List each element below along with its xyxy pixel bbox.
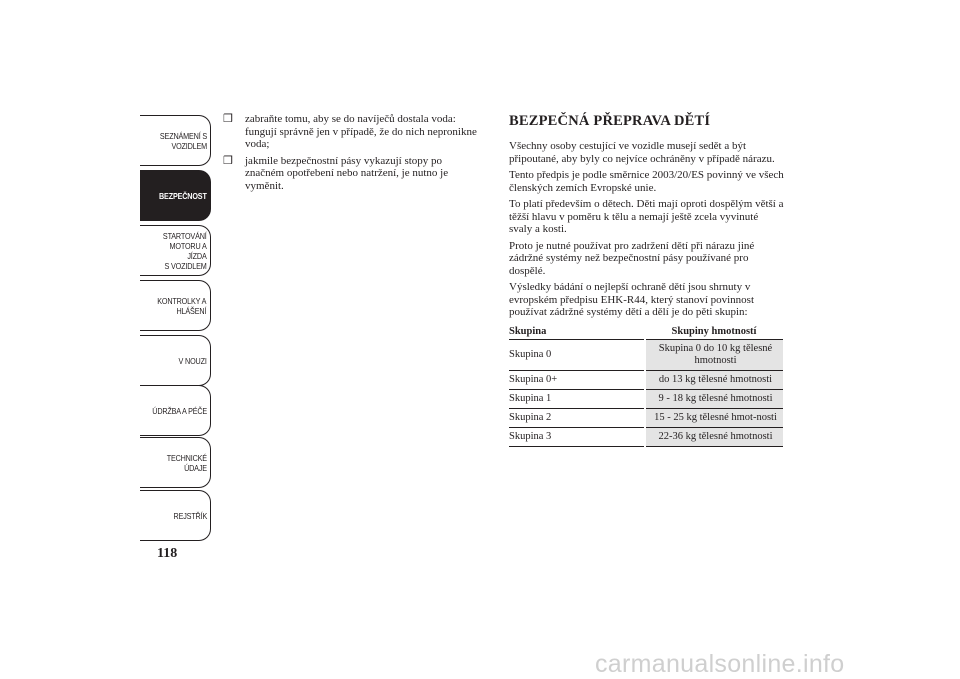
group-cell: Skupina 3: [509, 427, 645, 446]
sidebar-tab-label: STARTOVÁNÍ MOTORU A JÍZDA S VOZIDLEM: [162, 230, 207, 271]
checkbox-bullet-icon: ❒: [223, 154, 233, 167]
list-item: [221, 155, 481, 193]
paragraph: To platí především o dětech. Děti mají oproti dospělým větší a těžší hlavu v poměru k tělu a nemají ještě zcela vyvinuté svaly a kosti.: [509, 198, 784, 235]
column-header-group: Skupina: [509, 323, 645, 340]
sidebar-tab[interactable]: [140, 490, 211, 541]
sidebar-tab[interactable]: [140, 170, 211, 221]
table-header-row: [509, 323, 783, 340]
weight-cell: do 13 kg tělesné hmotnosti: [645, 370, 783, 389]
sidebar-tab-label: V NOUZI: [178, 355, 207, 366]
sidebar-tab[interactable]: [140, 385, 211, 436]
section-heading: BEZPEČNÁ PŘEPRAVA DĚTÍ: [509, 113, 711, 129]
right-column: [509, 113, 784, 447]
left-column: [221, 113, 481, 196]
checkbox-bullet-icon: ❒: [223, 113, 233, 125]
list-item: [221, 113, 481, 151]
weight-cell: 15 - 25 kg tělesné hmot-nosti: [645, 408, 783, 427]
sidebar-tab[interactable]: [140, 115, 211, 166]
page-number: 118: [157, 546, 178, 561]
group-cell: Skupina 1: [509, 389, 645, 408]
sidebar-tab-label: TECHNICKÉ ÚDAJE: [166, 452, 207, 473]
table-row: [509, 339, 783, 370]
sidebar-tab-label: BEZPEČNOST: [158, 190, 207, 201]
weight-group-table: [509, 323, 783, 447]
table-row: [509, 389, 783, 408]
watermark-text: carmanualsonline.info: [595, 650, 845, 678]
sidebar-tab-label: KONTROLKY A HLÁŠENÍ: [157, 295, 207, 316]
sidebar-tab-label: REJSTŘÍK: [173, 510, 207, 521]
weight-cell: 22-36 kg tělesné hmotnosti: [645, 427, 783, 446]
table-row: [509, 427, 783, 446]
paragraph: Všechny osoby cestující ve vozidle musejí sedět a být připoutané, aby byly co nejvíce ochráněny v případě nárazu.: [509, 140, 775, 165]
sidebar-tab-label: ÚDRŽBA A PÉČE: [151, 405, 207, 416]
bullet-text: jakmile bezpečnostní pásy vykazují stopy po značném opotřebení nebo natržení, je nutno je vyměnit.: [245, 154, 449, 192]
bullet-text: zabraňte tomu, aby se do navíječů dostala voda: fungují správně jen v případě, že do nich nepronikne voda;: [245, 113, 477, 150]
sidebar-tab[interactable]: [140, 437, 211, 488]
table-row: [509, 408, 783, 427]
column-header-weight: Skupiny hmotností: [645, 323, 783, 340]
paragraph: Výsledky bádání o nejlepší ochraně dětí jsou shrnuty v evropském předpisu EHK-R44, který stanoví povinnost používat zádržné systémy dětí a dělí je do pěti skupin:: [509, 281, 755, 318]
weight-cell: Skupina 0 do 10 kg tělesné hmotnosti: [645, 339, 783, 370]
group-cell: Skupina 0: [509, 339, 645, 370]
sidebar-tab-label: SEZNÁMENÍ S VOZIDLEM: [159, 130, 207, 151]
sidebar-tab[interactable]: [140, 335, 211, 386]
group-cell: Skupina 2: [509, 408, 645, 427]
paragraph: Proto je nutné používat pro zadržení dětí při nárazu jiné zádržné systémy než bezpečnostní pásy používané pro dospělé.: [509, 239, 755, 277]
paragraph: Tento předpis je podle směrnice 2003/20/ES povinný ve všech členských zemích Evropské unie.: [509, 169, 784, 194]
sidebar-tab[interactable]: [140, 280, 211, 331]
table-row: [509, 370, 783, 389]
sidebar-tab[interactable]: [140, 225, 211, 276]
group-cell: Skupina 0+: [509, 370, 645, 389]
weight-cell: 9 - 18 kg tělesné hmotnosti: [645, 389, 783, 408]
